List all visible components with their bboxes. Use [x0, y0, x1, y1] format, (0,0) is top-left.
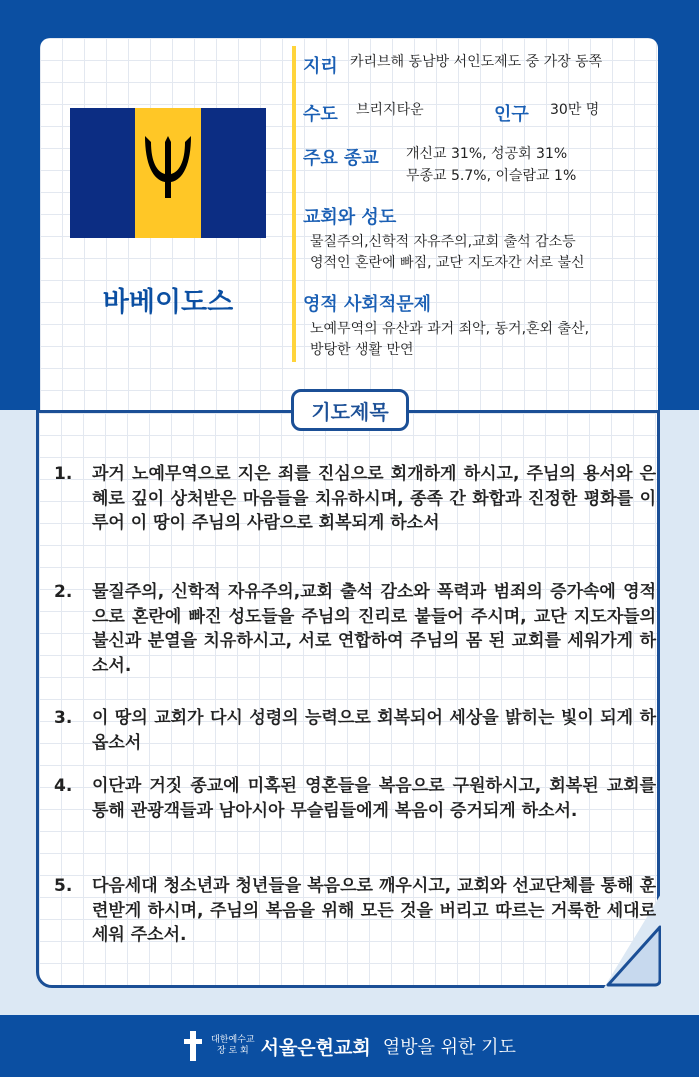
capital-value: 브리지타운 — [356, 102, 424, 118]
denomination-line-2: 장 로 회 — [216, 1046, 249, 1056]
trident-icon — [139, 134, 197, 200]
social-line-2: 방탕한 생활 만연 — [310, 342, 414, 358]
church-line-1: 물질주의,신학적 자유주의,교회 출석 감소등 — [310, 234, 576, 250]
prayer-number: 1. — [54, 464, 73, 484]
cross-icon — [183, 1031, 203, 1061]
barbados-flag — [70, 108, 266, 238]
church-line-2: 영적인 혼란에 빠짐, 교단 지도자간 서로 불신 — [310, 255, 585, 271]
prayer-text: 이단과 거짓 종교에 미혹된 영혼들을 복음으로 구원하시고, 회복된 교회를 통해 관광객들과 남아시아 무슬림들에게 복음이 증거되게 하소서. — [92, 776, 656, 821]
social-label: 영적 사회적문제 — [303, 294, 431, 315]
population-value: 30만 명 — [550, 102, 600, 118]
denomination — [211, 1035, 254, 1057]
footer-bar — [0, 1015, 699, 1077]
country-name: 바베이도스 — [102, 287, 234, 318]
flag-band-left — [70, 108, 135, 238]
religion-label: 주요 종교 — [303, 148, 379, 169]
denomination-line-1: 대한예수교 — [211, 1035, 255, 1045]
flag-band-center — [135, 108, 201, 238]
prayer-number: 2. — [54, 582, 73, 602]
social-line-1: 노예무역의 유산과 과거 죄악, 동거,혼외 출산, — [310, 321, 590, 337]
prayer-title: 기도제목 — [291, 389, 409, 431]
prayer-item-3 — [54, 706, 654, 756]
population-label: 인구 — [494, 104, 529, 125]
prayer-text: 다음세대 청소년과 청년들을 복음으로 깨우시고, 교회와 선교단체를 통해 훈련받게 하시며, 주님의 복음을 위해 모든 것을 버리고 따르는 거룩한 세대로 세워 주소서. — [92, 876, 656, 945]
prayer-item-4 — [54, 774, 654, 849]
prayer-item-5 — [54, 874, 654, 949]
church-name: 서울은현교회 — [260, 1036, 371, 1059]
prayer-number: 5. — [54, 876, 73, 896]
prayer-text: 과거 노예무역으로 지은 죄를 진심으로 회개하게 하시고, 주님의 용서와 은혜로 깊이 상처받은 마음들을 치유하시며, 종족 간 화합과 진정한 평화를 이루어 이 땅이 주님의 사람으로 회복되게 하소서 — [92, 464, 656, 533]
church-label: 교회와 성도 — [303, 207, 397, 228]
religion-line-1: 개신교 31%, 성공회 31% — [406, 146, 568, 162]
religion-line-2: 무종교 5.7%, 이슬람교 1% — [406, 168, 577, 184]
geography-label: 지리 — [303, 56, 338, 77]
prayer-text: 이 땅의 교회가 다시 성령의 능력으로 회복되어 세상을 밝히는 빛이 되게 하옵소서 — [92, 708, 656, 753]
prayer-number: 4. — [54, 776, 73, 796]
prayer-number: 3. — [54, 708, 73, 728]
flag-band-right — [201, 108, 266, 238]
info-accent-line — [292, 46, 296, 362]
capital-label: 수도 — [303, 104, 338, 125]
prayer-text: 물질주의, 신학적 자유주의,교회 출석 감소와 폭력과 범죄의 증가속에 영적으로 혼란에 빠진 성도들을 주님의 진리로 붙들어 주시며, 교단 지도자들의 불신과 분열을 치유하시고, 서로 연합하여 주님의 몸 된 교회를 세워가게 하소서. — [92, 582, 656, 676]
geography-value: 카리브해 동남방 서인도제도 중 가장 동쪽 — [350, 54, 603, 70]
prayer-item-1 — [54, 462, 654, 562]
footer-tagline: 열방을 위한 기도 — [382, 1037, 516, 1058]
prayer-item-2 — [54, 580, 654, 680]
